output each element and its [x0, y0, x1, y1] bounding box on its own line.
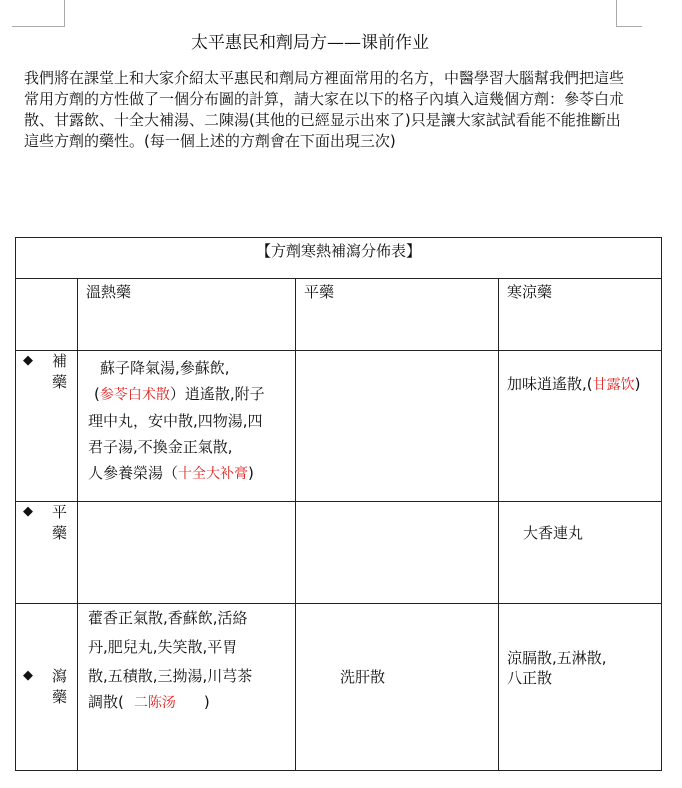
page-corner-mark-left [12, 0, 65, 27]
page-corner-mark-right [616, 0, 642, 27]
cell-purge-neutral: 洗肝散 [296, 604, 499, 771]
column-header-warm: 溫熱藥 [78, 279, 296, 351]
cell-neutral-neutral [296, 502, 499, 604]
distribution-table [15, 237, 662, 771]
cell-purge-warm: 藿香正氣散,香蘇飲,活絡 丹,肥兒丸,失笑散,平胃 散,五積散,三拗湯,川芎茶 調散( 二陈汤 ) [78, 604, 296, 771]
row-label-purge [16, 604, 78, 771]
header-empty-cell [16, 279, 78, 351]
row-label-text: 瀉藥 [52, 667, 68, 706]
intro-paragraph: 我們將在課堂上和大家介紹太平惠民和劑局方裡面常用的名方，中醫學習大腦幫我們把這些常用方劑的方性做了一個分布圖的計算，請大家在以下的格子內填入這幾個方劑：參苓白朮散、甘露飲、十全大補湯、二陳湯(其他的已經显示出來了)只是讓大家試試看能不能推斷出這些方劑的藥性。(每一個上述的方劑會在下面出現三次) [24, 69, 625, 150]
cell-tonify-cold: 加味逍遙散,(甘露饮) [499, 351, 662, 502]
document-title: 太平惠民和劑局方——课前作业 [191, 33, 429, 53]
cell-tonify-neutral [296, 351, 499, 502]
cell-neutral-warm [78, 502, 296, 604]
row-label-text: 補藥 [52, 352, 68, 391]
diamond-bullet-icon: ◆ [23, 668, 33, 683]
row-label-neutral [16, 502, 78, 604]
row-label-text: 平藥 [52, 503, 68, 542]
row-label-tonify [16, 351, 78, 502]
table-caption: 【方劑寒熱補瀉分佈表】 [16, 238, 662, 279]
diamond-bullet-icon: ◆ [23, 504, 33, 519]
cell-tonify-warm: 蘇子降氣湯,參蘇飲, (参苓白术散）逍遙散,附子 理中丸，安中散,四物湯,四 君子湯,不換金正氣散, 人參養榮湯（十全大补膏) [78, 351, 296, 502]
answer-erchen-tang: 二陈汤 [133, 695, 176, 711]
cell-neutral-cold: 大香連丸 [499, 502, 662, 604]
diamond-bullet-icon: ◆ [23, 353, 33, 368]
answer-shiquan-dabu: 十全大补膏 [178, 466, 249, 482]
column-header-cold: 寒涼藥 [499, 279, 662, 351]
cell-purge-cold: 涼膈散,五淋散, 八正散 [499, 604, 662, 771]
answer-ganlu-yin: 甘露饮 [592, 377, 635, 393]
answer-shenling-baizhu-san: 参苓白术散 [99, 387, 170, 403]
column-header-neutral: 平藥 [296, 279, 499, 351]
